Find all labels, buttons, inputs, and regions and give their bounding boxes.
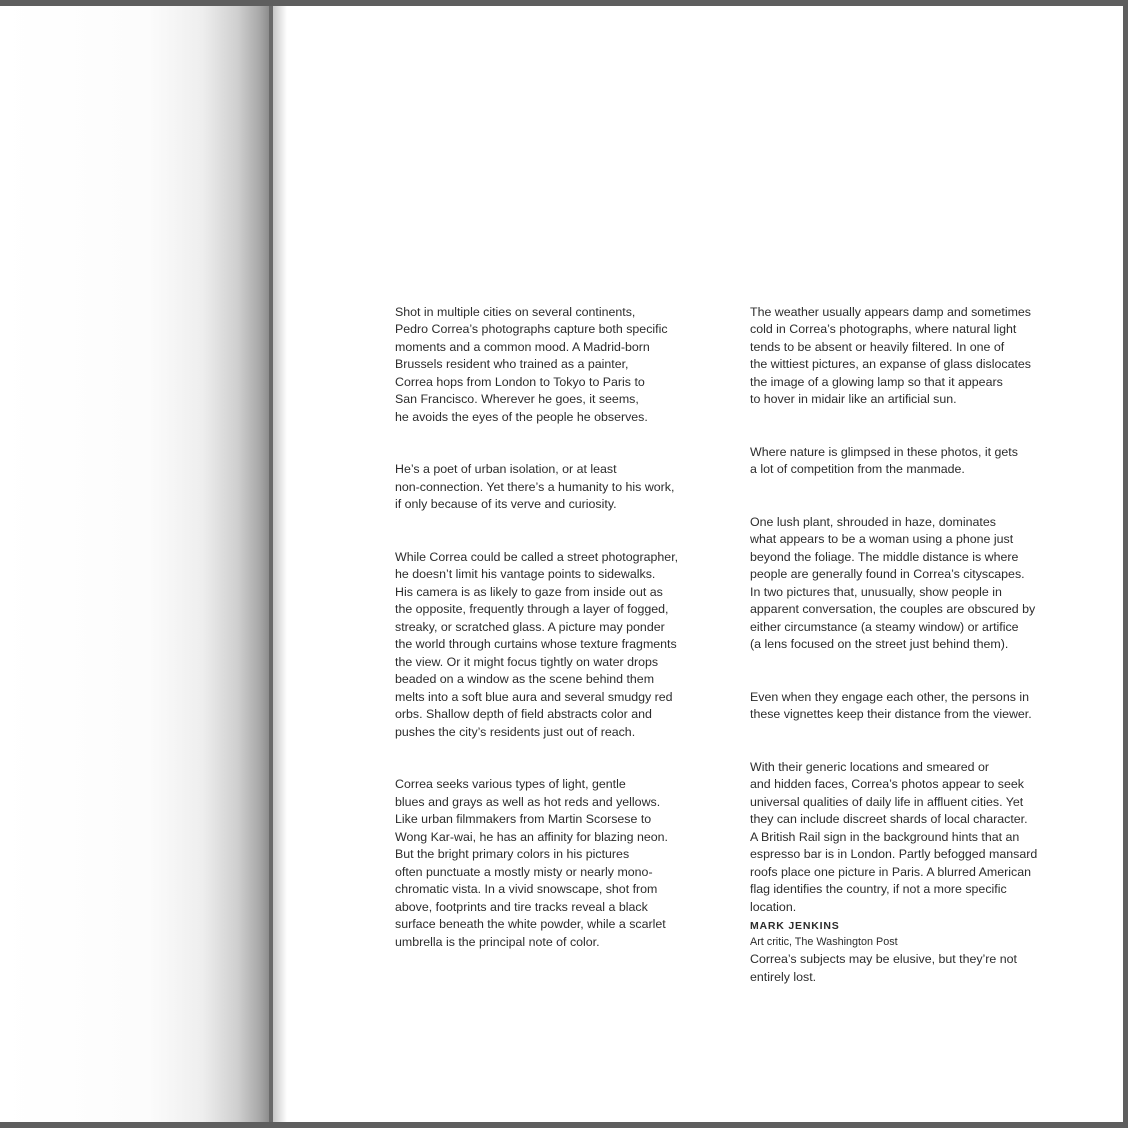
- paragraph: The weather usually appears damp and sometimes cold in Correa’s photographs, where natural light tends to be absent or heavily filtered. In one of the wittiest pictures, an expanse of glass dislocates the image of a glowing lamp so that it appears to hover in midair like an artificial sun.: [750, 304, 1032, 406]
- paragraph: Correa seeks various types of light, gentle blues and grays as well as hot reds and yellows. Like urban filmmakers from Martin Scorsese to Wong Kar-wai, he has an affinity for blazing neon. But the bright primary colors in his pictures often punctuate a mostly misty or nearly mono- chromatic vista. In a vivid snowscape, shot from above, footprints and tire tracks reveal a black surface beneath the white powder, while a scarlet umbrella is the principal note of color.: [395, 777, 668, 949]
- right-page: [273, 6, 1123, 1122]
- left-page: [0, 6, 270, 1122]
- right-text-column: [750, 286, 1080, 1021]
- author-role: Art critic, The Washington Post: [750, 936, 898, 948]
- paragraph: Where nature is glimpsed in these photos, it gets a lot of competition from the manmade.: [750, 444, 1018, 476]
- paragraph: While Correa could be called a street photographer, he doesn’t limit his vantage points to sidewalks. His camera is as likely to gaze from inside out as the opposite, frequently through a layer of fogged, streaky, or scratched glass. A picture may ponder the world through curtains whose texture fragments the view. Or it might focus tightly on water drops beaded on a window as the scene behind them melts into a soft blue aura and several smudgy red orbs. Shallow depth of field abstracts color and pushes the city’s residents just out of reach.: [395, 549, 679, 739]
- paragraph: One lush plant, shrouded in haze, dominates what appears to be a woman using a phone just beyond the foliage. The middle distance is where people are generally found in Correa’s cityscapes. In two pictures that, unusually, show people in apparent conversation, the couples are obscured by either circumstance (a steamy window) or artifice (a lens focused on the street just behind them).: [750, 514, 1036, 651]
- author-credit: [750, 918, 898, 950]
- paragraph: Correa’s subjects may be elusive, but they’re not entirely lost.: [750, 952, 1017, 984]
- left-text-column: [395, 286, 725, 986]
- author-name: MARK JENKINS: [750, 920, 840, 932]
- paragraph: He’s a poet of urban isolation, or at least non-connection. Yet there’s a humanity to his work, if only because of its verve and curiosity.: [395, 462, 675, 511]
- paragraph: Shot in multiple cities on several continents, Pedro Correa’s photographs capture both specific moments and a common mood. A Madrid-born Brussels resident who trained as a painter, Correa hops from London to Tokyo to Paris to San Francisco. Wherever he goes, it seems, he avoids the eyes of the people he observes.: [395, 304, 668, 424]
- paragraph: Even when they engage each other, the persons in these vignettes keep their distance from the viewer.: [750, 689, 1032, 721]
- paragraph: With their generic locations and smeared or and hidden faces, Correa’s photos appear to seek universal qualities of daily life in affluent cities. Yet they can include discreet shards of local character. A British Rail sign in the background hints that an espresso bar is in London. Partly befogged mansard roofs place one picture in Paris. A blurred American flag identifies the country, if not a more specific location.: [750, 759, 1038, 914]
